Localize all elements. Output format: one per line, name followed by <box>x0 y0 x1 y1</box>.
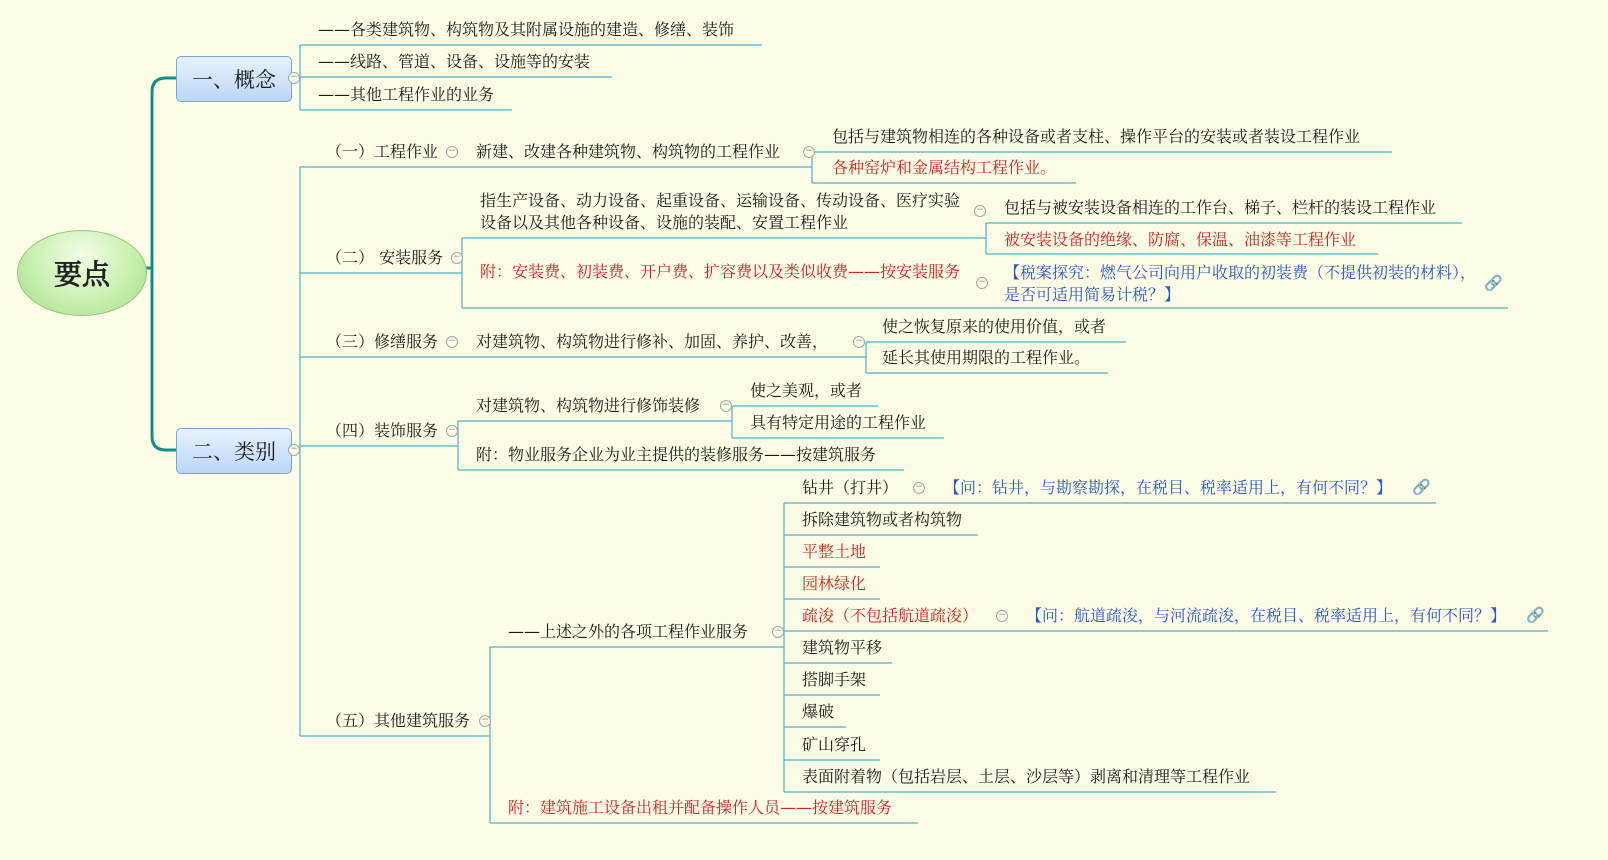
minus-circle-icon[interactable]: − <box>913 482 925 494</box>
concept-item-1[interactable]: ——各类建筑物、构筑物及其附属设施的建造、修缮、装饰 <box>318 20 735 39</box>
other-item-mine-drilling[interactable]: 矿山穿孔 <box>802 735 867 754</box>
engineering-sub-1[interactable]: 包括与建筑物相连的各种设备或者支柱、操作平台的安装或者装设工程作业 <box>832 127 1361 146</box>
decoration-sub-2[interactable]: 具有特定用途的工程作业 <box>750 413 927 432</box>
other-item-scaffolding[interactable]: 搭脚手架 <box>802 670 867 689</box>
link-icon[interactable]: 🔗 <box>1526 606 1545 624</box>
other-item-leveling[interactable]: 平整土地 <box>802 542 867 561</box>
decoration-sub-1[interactable]: 使之美观，或者 <box>750 381 863 400</box>
minus-circle-icon[interactable]: − <box>720 400 732 412</box>
minus-circle-icon[interactable]: − <box>288 72 300 84</box>
other-item-drilling[interactable]: 钻井（打井） <box>802 478 899 497</box>
other-item-demolition[interactable]: 拆除建筑物或者构筑物 <box>802 510 963 529</box>
other-item-relocation[interactable]: 建筑物平移 <box>802 638 883 657</box>
other-item-blasting[interactable]: 爆破 <box>802 702 835 721</box>
minus-circle-icon[interactable]: − <box>853 336 865 348</box>
engineering-node[interactable]: （一）工程作业 <box>326 142 439 161</box>
concept-item-2[interactable]: ——线路、管道、设备、设施等的安装 <box>318 52 591 71</box>
repair-sub-2[interactable]: 延长其使用期限的工程作业。 <box>882 348 1091 367</box>
other-node[interactable]: （五）其他建筑服务 <box>326 711 471 730</box>
minus-circle-icon[interactable]: − <box>803 146 815 158</box>
minus-circle-icon[interactable]: − <box>446 336 458 348</box>
link-icon[interactable]: 🔗 <box>1484 274 1503 292</box>
install-node[interactable]: （二） 安装服务 <box>326 248 444 267</box>
engineering-sub-2[interactable]: 各种窑炉和金属结构工程作业。 <box>832 158 1057 177</box>
minus-circle-icon[interactable]: − <box>446 425 458 437</box>
repair-desc[interactable]: 对建筑物、构筑物进行修补、加固、养护、改善， <box>476 332 829 351</box>
concept-node[interactable]: 一、概念 <box>176 56 292 102</box>
decoration-node[interactable]: （四）装饰服务 <box>326 421 439 440</box>
other-item-dredging[interactable]: 疏浚（不包括航道疏浚） <box>802 606 979 625</box>
minus-circle-icon[interactable]: − <box>974 205 986 217</box>
minus-circle-icon[interactable]: − <box>976 277 988 289</box>
concept-item-3[interactable]: ——其他工程作业的业务 <box>318 85 495 104</box>
drilling-question[interactable]: 【问：钻井，与勘察勘探，在税目、税率适用上，有何不同？】 <box>944 478 1393 497</box>
install-sub-2[interactable]: 被安装设备的绝缘、防腐、保温、油漆等工程作业 <box>1004 230 1357 249</box>
install-note[interactable]: 附：安装费、初装费、开户费、扩容费以及类似收费——按安装服务 <box>480 262 961 281</box>
minus-circle-icon[interactable]: − <box>446 146 458 158</box>
decoration-desc[interactable]: 对建筑物、构筑物进行修饰装修 <box>476 396 701 415</box>
other-item-stripping[interactable]: 表面附着物（包括岩层、土层、沙层等）剥离和清理等工程作业 <box>802 767 1251 786</box>
install-sub-1[interactable]: 包括与被安装设备相连的工作台、梯子、栏杆的装设工程作业 <box>1004 198 1437 217</box>
repair-sub-1[interactable]: 使之恢复原来的使用价值，或者 <box>882 317 1107 336</box>
engineering-desc[interactable]: 新建、改建各种建筑物、构筑物的工程作业 <box>476 142 781 161</box>
repair-node[interactable]: （三）修缮服务 <box>326 332 439 351</box>
decoration-note[interactable]: 附：物业服务企业为业主提供的装修服务——按建筑服务 <box>476 445 877 464</box>
install-note-question[interactable]: 【税案探究：燃气公司向用户收取的初装费（不提供初装的材料），是否可适用简易计税？】 <box>1004 263 1477 304</box>
minus-circle-icon[interactable]: − <box>479 715 491 727</box>
minus-circle-icon[interactable]: − <box>451 252 463 264</box>
root-node[interactable]: 要点 <box>17 230 147 316</box>
minus-circle-icon[interactable]: − <box>288 444 300 456</box>
minus-circle-icon[interactable]: − <box>772 626 784 638</box>
category-node[interactable]: 二、类别 <box>176 428 292 474</box>
install-desc[interactable]: 指生产设备、动力设备、起重设备、运输设备、传动设备、医疗实验设备以及其他各种设备、设施的装配、安置工程作业 <box>480 191 961 232</box>
other-desc[interactable]: ——上述之外的各项工程作业服务 <box>508 622 749 641</box>
other-item-landscaping[interactable]: 园林绿化 <box>802 574 867 593</box>
dredging-question[interactable]: 【问：航道疏浚，与河流疏浚，在税目、税率适用上，有何不同？】 <box>1026 606 1507 625</box>
minus-circle-icon[interactable]: − <box>996 610 1008 622</box>
other-note[interactable]: 附：建筑施工设备出租并配备操作人员——按建筑服务 <box>508 798 893 817</box>
link-icon[interactable]: 🔗 <box>1412 478 1431 496</box>
